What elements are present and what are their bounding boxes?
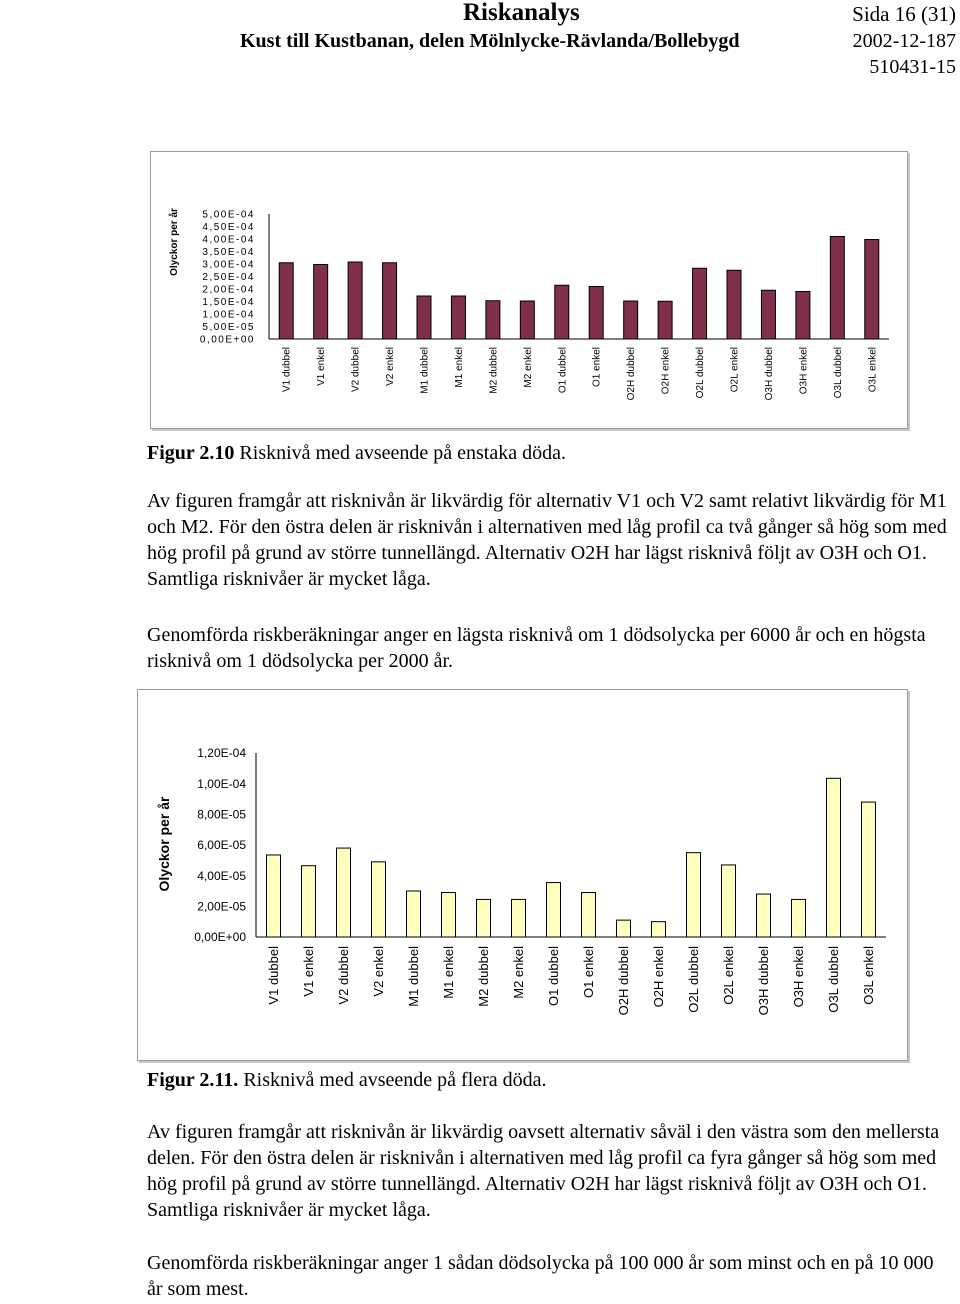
paragraph: Genomförda riskberäkningar anger 1 sådan dödsolycka på 100 000 år som minst och en på 10 000 år som mest. [147,1252,934,1300]
x-category-label: V1 enkel [316,347,328,386]
y-tick-label: 5,00E-04 [202,209,255,221]
bar [372,862,386,937]
x-category-label: O2H enkel [660,347,672,395]
bar [761,290,775,339]
x-category-label: V2 enkel [371,946,387,997]
bar [383,263,397,339]
bar [722,865,736,937]
bar [477,899,491,937]
x-category-label: O3H dubbel [756,946,772,1016]
report-title: Riskanalys [463,0,580,26]
bar [658,301,672,339]
x-category-label: O2H enkel [651,946,667,1008]
bar [827,778,841,937]
y-tick-label: 8,00E-05 [197,807,246,822]
bar [337,848,351,937]
y-tick-label: 3,00E-04 [202,259,255,271]
bar [417,296,431,339]
bar [727,270,741,339]
paragraph: Av figuren framgår att risknivån är likvärdig oavsett alternativ såväl i den västra som den mellersta delen. För den östra delen är risknivån i alternativen med låg profil ca fyra gånger så hög som med hög profil på grund av större tunnellängd. Alternativ O2H har lägst risknivå följt av O3H och O1. Samtliga risknivåer är mycket låga. [147,1121,940,1221]
bar [302,866,316,937]
x-category-label: O3H dubbel [763,347,775,401]
chart-single-fatalities-svg [151,152,907,428]
x-category-label: O2L enkel [729,347,741,393]
y-tick-label: 2,00E-04 [202,284,255,296]
x-category-label: O1 dubbel [546,946,562,1006]
x-category-label: M2 enkel [522,347,534,388]
y-axis-title: Olyckor per år [169,208,180,276]
bar [486,301,500,339]
bar [589,287,603,340]
y-tick-label: 0,00E+00 [194,930,246,945]
x-category-label: O3L enkel [861,946,877,1005]
y-tick-label: 4,00E-04 [202,234,255,246]
bar [348,262,362,339]
x-category-label: M1 enkel [441,946,457,999]
bar [442,893,456,937]
x-category-label: M1 dubbel [406,946,422,1007]
x-category-label: O1 enkel [591,347,603,388]
x-category-label: O2L dubbel [695,347,707,399]
x-category-label: O3H enkel [798,347,810,395]
y-tick-label: 6,00E-05 [197,838,246,853]
x-category-label: V2 enkel [385,347,397,386]
x-category-label: O3L dubbel [826,946,842,1013]
paragraph: Av figuren framgår att risknivån är likvärdig för alternativ V1 och V2 samt relativt likvärdig för M1 och M2. För den östra delen är risknivån i alternativen med låg profil ca två gånger så hög som med hög profil på grund av större tunnellängd. Alternativ O2H har lägst risknivå följt av O3H och O1. Samtliga risknivåer är mycket låga. [147,490,947,590]
x-category-label: O2L enkel [721,946,737,1005]
x-category-label: V1 dubbel [281,347,293,393]
bar [652,922,666,937]
y-tick-label: 1,50E-04 [202,297,255,308]
page-number: Sida 16 (31) [852,2,956,26]
x-category-label: V2 dubbel [350,347,362,393]
y-tick-label: 4,00E-05 [197,868,246,883]
chart-multiple-fatalities-svg [138,690,907,1060]
bar [314,265,328,340]
bar [520,301,534,339]
x-category-label: O1 enkel [581,946,597,999]
x-category-label: V1 enkel [301,946,317,997]
y-tick-label: 0,00E+00 [199,334,255,346]
bar [267,855,281,937]
document-number: 510431-15 [869,56,956,78]
bar [830,237,844,340]
bar [862,802,876,937]
paragraph: Genomförda riskberäkningar anger en lägsta risknivå om 1 dödsolycka per 6000 år och en högsta risknivå om 1 dödsolycka per 2000 år. [147,624,926,672]
figure-text: Risknivå med avseende på enstaka döda. [234,442,566,464]
x-category-label: O1 dubbel [557,347,569,394]
y-axis-title: Olyckor per år [156,796,172,892]
figure-caption-2-10 [147,441,566,465]
x-category-label: O3H enkel [791,946,807,1008]
y-tick-label: 1,20E-04 [197,746,246,761]
y-tick-label: 3,50E-04 [202,247,255,258]
bar [617,920,631,937]
bar [687,853,701,937]
chart-single-fatalities [150,151,908,429]
bar [512,899,526,937]
x-category-label: O2H dubbel [626,347,638,401]
figure-text: Risknivå med avseende på flera döda. [238,1069,547,1091]
x-category-label: M2 dubbel [476,946,492,1007]
x-category-label: V1 dubbel [266,946,282,1005]
figure-label: Figur 2.11. [147,1069,239,1091]
y-tick-label: 1,00E-04 [197,776,246,791]
bar [757,894,771,937]
bar [624,301,638,339]
x-category-label: O2H dubbel [616,946,632,1016]
x-category-label: O3L enkel [867,347,879,393]
bar [555,285,569,339]
x-category-label: M1 enkel [453,347,465,388]
x-category-label: M2 enkel [511,946,527,999]
bar [279,263,293,339]
document-date: 2002-12-187 [852,30,956,52]
bar [451,296,465,339]
chart-multiple-fatalities [137,689,908,1061]
project-subtitle: Kust till Kustbanan, delen Mölnlycke-Rävlanda/Bollebygd [240,30,740,52]
x-category-label: O2L dubbel [686,946,702,1013]
x-category-label: M2 dubbel [488,347,500,394]
bar [792,899,806,937]
y-tick-label: 2,50E-04 [202,272,255,283]
x-category-label: V2 dubbel [336,946,352,1005]
bar [865,240,879,340]
bar [693,268,707,339]
bar [582,893,596,937]
figure-caption-2-11 [147,1068,547,1092]
y-tick-label: 5,00E-05 [202,322,255,333]
y-tick-label: 4,50E-04 [202,222,255,233]
x-category-label: O3L dubbel [832,347,844,399]
x-category-label: M1 dubbel [419,347,431,394]
y-tick-label: 1,00E-04 [202,309,255,321]
bar [547,883,561,937]
figure-label: Figur 2.10 [147,442,235,464]
y-tick-label: 2,00E-05 [197,899,246,914]
bar [796,292,810,340]
bar [407,891,421,937]
